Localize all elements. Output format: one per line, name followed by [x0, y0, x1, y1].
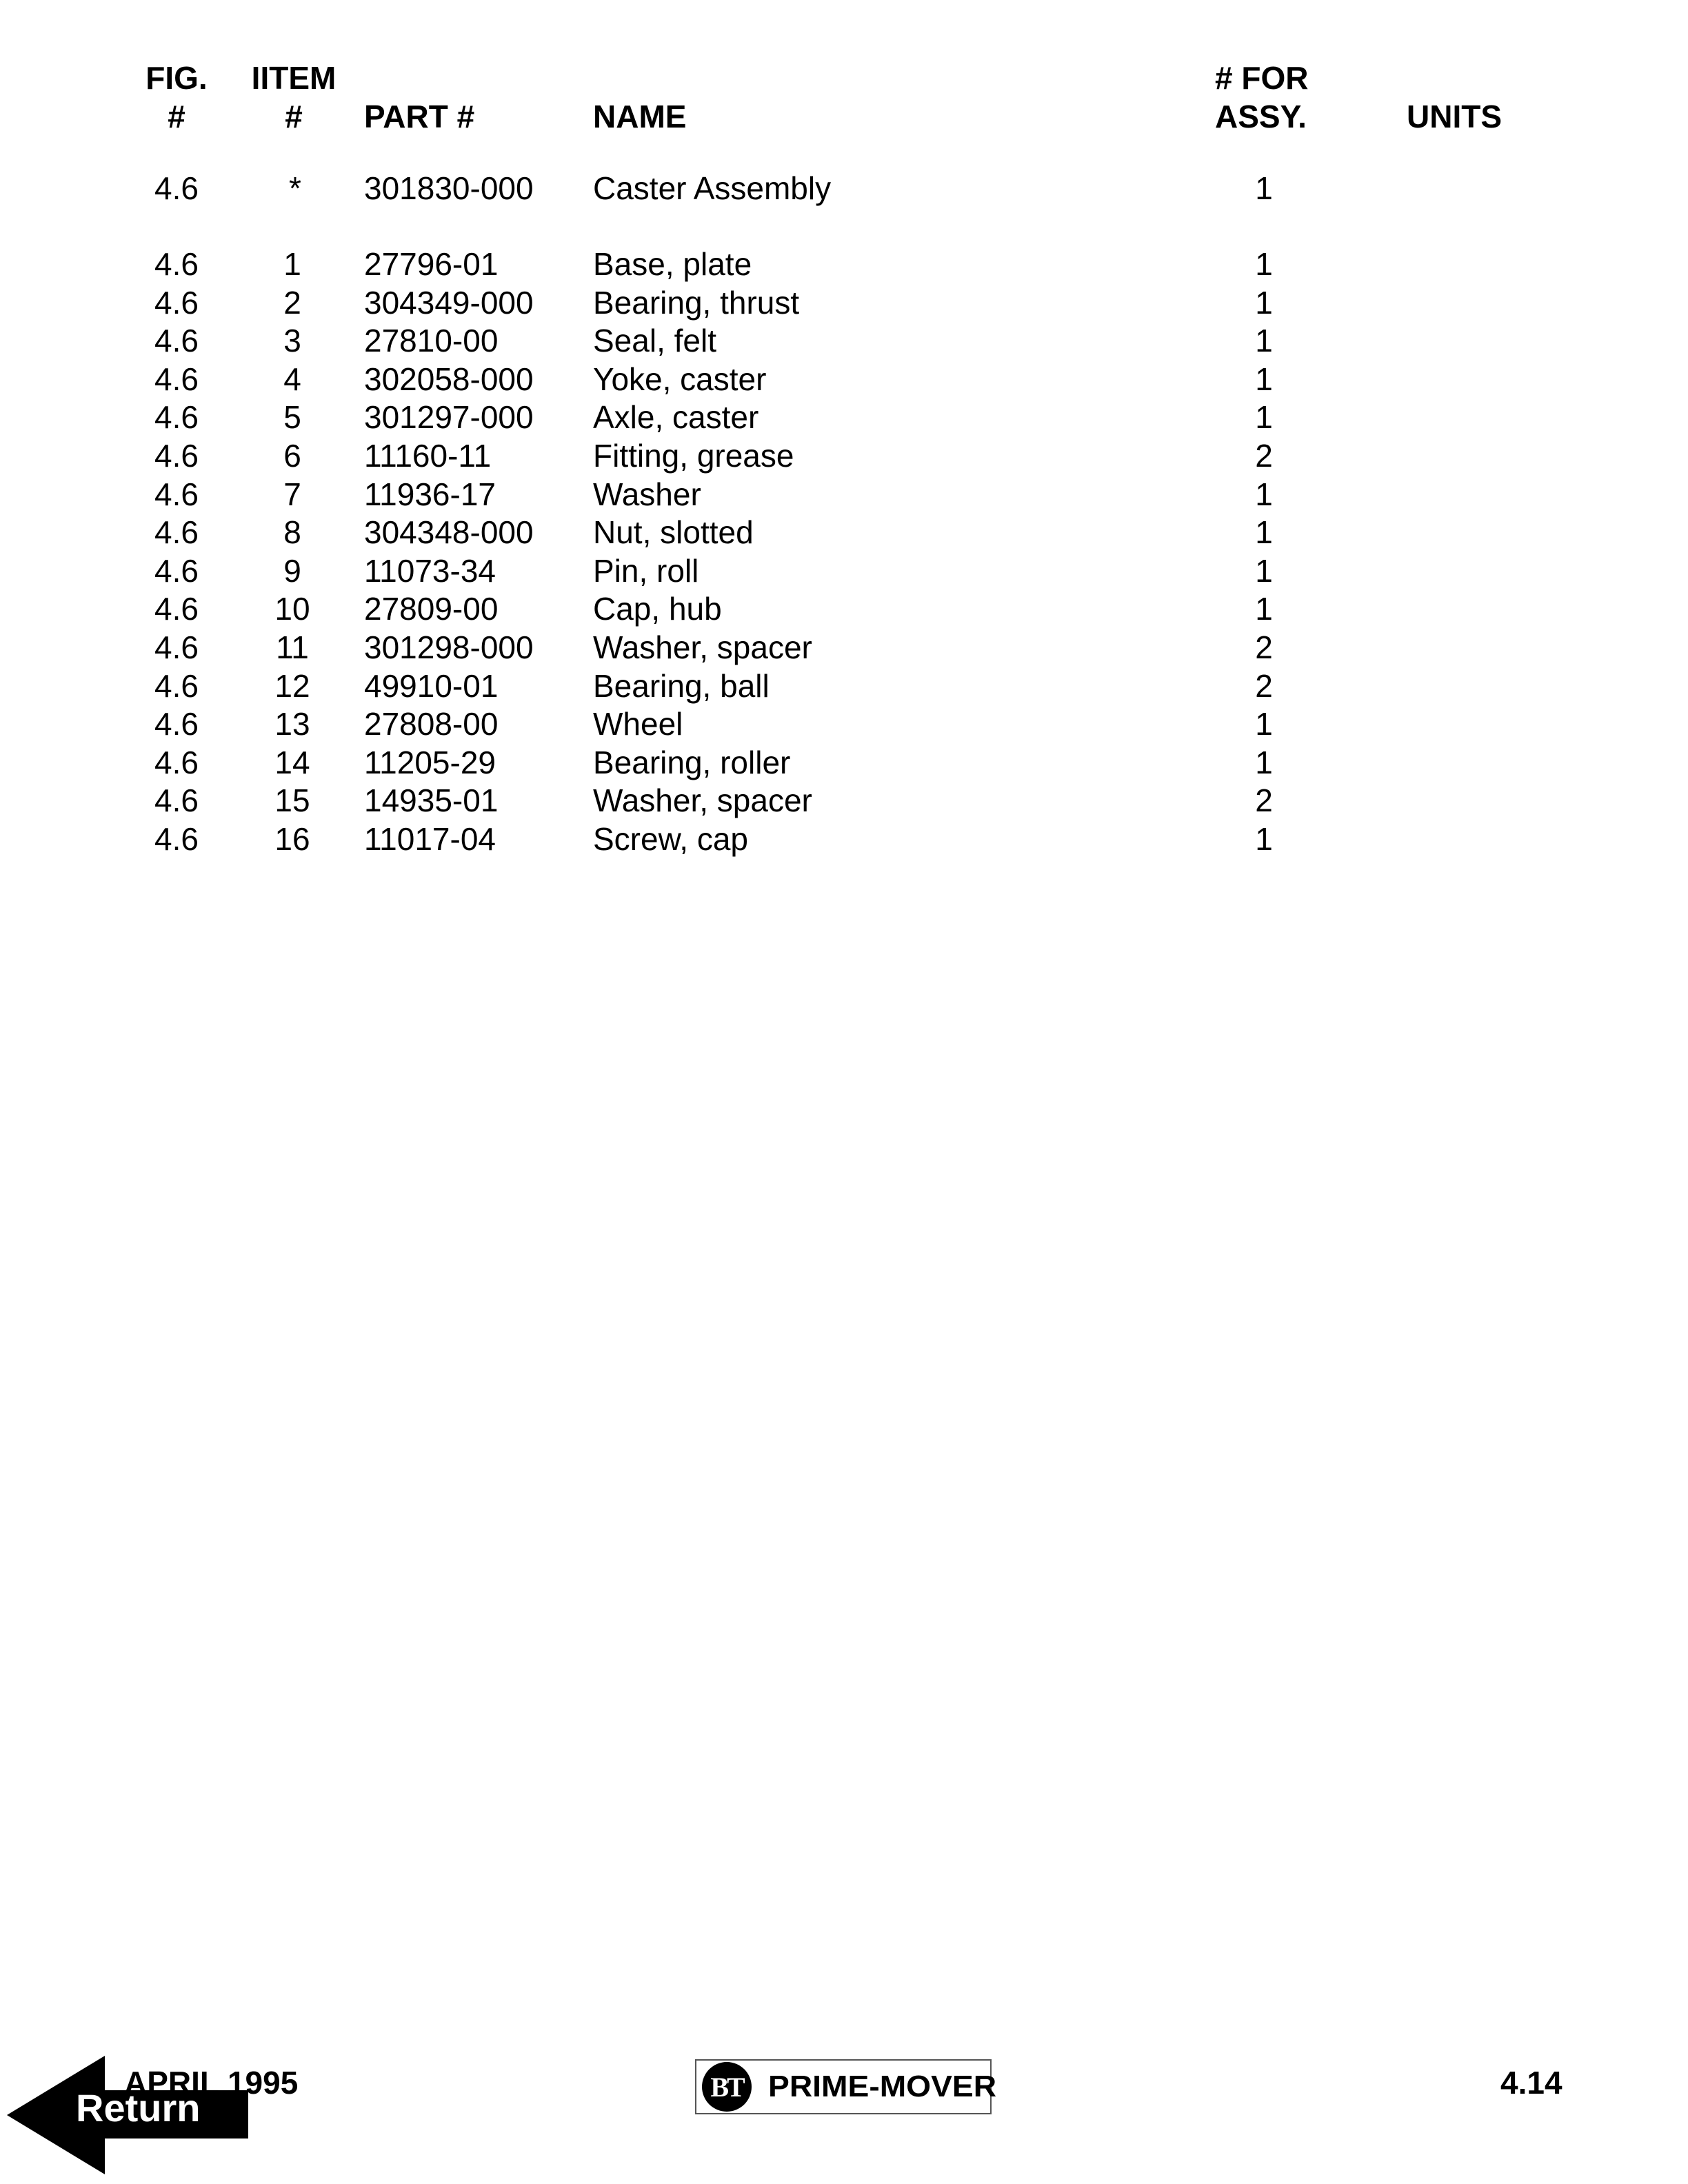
cell-item: 14 — [274, 745, 310, 780]
cell-name: Axle, caster — [593, 399, 759, 435]
cell-part: 27809-00 — [364, 591, 499, 627]
cell-part: 11073-34 — [364, 553, 496, 589]
cell-name: Nut, slotted — [593, 514, 754, 550]
cell-part: 301830-000 — [364, 170, 534, 206]
cell-part: 304348-000 — [364, 514, 534, 550]
cell-item: * — [289, 170, 301, 206]
cell-part: 11017-04 — [364, 821, 496, 857]
brand-logo — [695, 2059, 997, 2114]
cell-part: 11936-17 — [364, 476, 496, 512]
header-assy-line1: # FOR — [1215, 60, 1309, 96]
header-units: UNITS — [1407, 99, 1502, 134]
cell-name: Bearing, roller — [593, 745, 791, 780]
cell-part: 301297-000 — [364, 399, 534, 435]
cell-qty: 1 — [1255, 285, 1273, 321]
cell-fig: 4.6 — [154, 361, 199, 397]
cell-item: 15 — [274, 782, 310, 818]
cell-item: 5 — [283, 399, 301, 435]
cell-item: 16 — [274, 821, 310, 857]
cell-part: 27808-00 — [364, 706, 499, 742]
cell-item: 7 — [283, 476, 301, 512]
cell-qty: 1 — [1255, 591, 1273, 627]
header-item-line1: IITEM — [251, 60, 336, 96]
header-fig-line1: FIG. — [145, 60, 208, 96]
cell-item: 6 — [283, 438, 301, 474]
cell-name: Screw, cap — [593, 821, 748, 857]
cell-part: 301298-000 — [364, 629, 534, 665]
cell-fig: 4.6 — [154, 438, 199, 474]
cell-item: 10 — [274, 591, 310, 627]
cell-item: 1 — [283, 246, 301, 282]
cell-fig: 4.6 — [154, 745, 199, 780]
cell-fig: 4.6 — [154, 706, 199, 742]
cell-item: 13 — [274, 706, 310, 742]
cell-name: Caster Assembly — [593, 170, 832, 206]
header-item-line2: # — [285, 99, 303, 134]
cell-fig: 4.6 — [154, 323, 199, 358]
cell-qty: 2 — [1255, 782, 1273, 818]
cell-part: 302058-000 — [364, 361, 534, 397]
cell-qty: 1 — [1255, 514, 1273, 550]
cell-qty: 1 — [1255, 745, 1273, 780]
cell-item: 12 — [274, 668, 310, 704]
logo-text: PRIME-MOVER — [768, 2070, 997, 2103]
cell-name: Bearing, thrust — [593, 285, 800, 321]
cell-qty: 1 — [1255, 553, 1273, 589]
cell-fig: 4.6 — [154, 629, 199, 665]
cell-part: 304349-000 — [364, 285, 534, 321]
header-part: PART # — [364, 99, 475, 134]
cell-fig: 4.6 — [154, 553, 199, 589]
cell-qty: 1 — [1255, 361, 1273, 397]
cell-name: Washer — [593, 476, 701, 512]
cell-name: Washer, spacer — [593, 782, 812, 818]
cell-part: 11205-29 — [364, 745, 496, 780]
cell-fig: 4.6 — [154, 170, 199, 206]
cell-item: 2 — [283, 285, 301, 321]
header-name: NAME — [593, 99, 687, 134]
cell-fig: 4.6 — [154, 476, 199, 512]
return-button[interactable] — [7, 2056, 248, 2174]
cell-part: 49910-01 — [364, 668, 499, 704]
cell-qty: 1 — [1255, 821, 1273, 857]
cell-qty: 1 — [1255, 476, 1273, 512]
cell-name: Pin, roll — [593, 553, 699, 589]
cell-name: Cap, hub — [593, 591, 722, 627]
cell-fig: 4.6 — [154, 399, 199, 435]
cell-name: Yoke, caster — [593, 361, 767, 397]
cell-fig: 4.6 — [154, 668, 199, 704]
cell-fig: 4.6 — [154, 591, 199, 627]
cell-name: Wheel — [593, 706, 683, 742]
cell-fig: 4.6 — [154, 821, 199, 857]
cell-fig: 4.6 — [154, 285, 199, 321]
cell-name: Washer, spacer — [593, 629, 812, 665]
cell-qty: 1 — [1255, 170, 1273, 206]
cell-qty: 1 — [1255, 399, 1273, 435]
cell-fig: 4.6 — [154, 514, 199, 550]
footer-date: APRIL 1995 — [124, 2065, 299, 2101]
cell-qty: 1 — [1255, 706, 1273, 742]
cell-part: 11160-11 — [364, 438, 492, 474]
cell-name: Seal, felt — [593, 323, 716, 358]
cell-part: 27796-01 — [364, 246, 499, 282]
cell-fig: 4.6 — [154, 782, 199, 818]
cell-item: 9 — [283, 553, 301, 589]
bt-logo-icon: BT — [702, 2062, 752, 2112]
cell-part: 14935-01 — [364, 782, 499, 818]
cell-name: Fitting, grease — [593, 438, 794, 474]
cell-name: Base, plate — [593, 246, 752, 282]
cell-item: 8 — [283, 514, 301, 550]
page-number: 4.14 — [1500, 2065, 1563, 2101]
cell-qty: 2 — [1255, 438, 1273, 474]
cell-item: 11 — [276, 629, 309, 665]
header-assy-line2: ASSY. — [1215, 99, 1307, 134]
cell-item: 3 — [283, 323, 301, 358]
cell-name: Bearing, ball — [593, 668, 770, 704]
return-label: Return — [76, 2086, 201, 2130]
cell-qty: 1 — [1255, 323, 1273, 358]
cell-qty: 1 — [1255, 246, 1273, 282]
cell-fig: 4.6 — [154, 246, 199, 282]
cell-qty: 2 — [1255, 629, 1273, 665]
header-fig-line2: # — [168, 99, 185, 134]
cell-qty: 2 — [1255, 668, 1273, 704]
cell-part: 27810-00 — [364, 323, 499, 358]
cell-item: 4 — [283, 361, 301, 397]
